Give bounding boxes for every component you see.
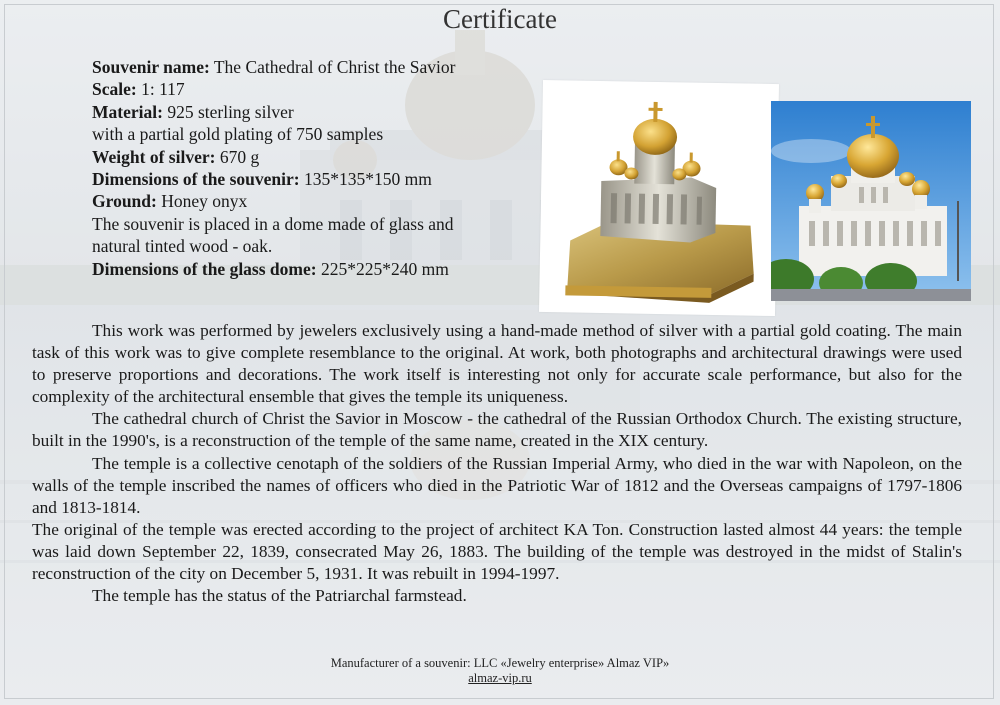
footer-website-link[interactable]: almaz-vip.ru	[468, 671, 532, 685]
spec-glass-dome: Dimensions of the glass dome: 225*225*240 mm	[92, 258, 449, 279]
spec-scale: Scale: 1: 117	[92, 79, 185, 100]
footer	[0, 656, 1000, 686]
cathedral-photo	[771, 101, 971, 301]
souvenir-model-image	[539, 80, 779, 316]
spec-souvenir-name: Souvenir name: The Cathedral of Christ the Savior	[92, 57, 456, 77]
certificate-body	[32, 320, 962, 607]
footer-manufacturer: Manufacturer of a souvenir: LLC «Jewelry enterprise» Almaz VIP»	[330, 656, 670, 670]
spec-material: Material: 925 sterling silver	[92, 101, 294, 122]
spec-material-line2: with a partial gold plating of 750 samples	[92, 124, 384, 145]
spec-ground: Ground: Honey onyx	[92, 191, 248, 212]
body-paragraph-1: This work was performed by jewelers exclusively using a hand-made method of silver with a partial gold coating. The main task of this work was to give complete resemblance to the original. At work, both photographs and architectural drawings were used to preserve proportions and decorations. The work itself is interesting not only for accurate scale performance, but also for the complexity of the architectural ensemble that gives the temple its uniqueness.	[32, 321, 962, 407]
spec-dome-line2: natural tinted wood - oak.	[92, 236, 273, 257]
body-paragraph-4: The original of the temple was erected according to the project of architect KA Ton. Construction lasted almost 44 years: the temple was laid down September 22, 1839, consecrated May 26, 1883. The building of the temple was destroyed in the midst of Stalin's reconstruction of the city on December 5, 1931. It was rebuilt in 1994-1997.	[32, 519, 962, 584]
body-paragraph-3: The temple is a collective cenotaph of the soldiers of the Russian Imperial Army, who died in the war with Napoleon, on the walls of the temple inscribed the names of officers who died in the Patriotic War of 1812 and the Overseas campaigns of 1797-1806 and 1813-1814.	[32, 453, 962, 517]
spec-weight: Weight of silver: 670 g	[92, 146, 260, 167]
page-title: Certificate	[443, 4, 557, 34]
souvenir-photo	[539, 80, 779, 316]
body-paragraph-2: The cathedral church of Christ the Savior in Moscow - the cathedral of the Russian Orthodox Church. The existing structure, built in the 1990's, is a reconstruction of the temple of the same name, created in the XIX century.	[32, 409, 962, 451]
cathedral-image	[771, 101, 971, 301]
souvenir-specs	[92, 56, 532, 280]
body-paragraph-5: The temple has the status of the Patriarchal farmstead.	[92, 586, 467, 606]
spec-dome-line1: The souvenir is placed in a dome made of glass and	[92, 213, 454, 234]
spec-dimensions: Dimensions of the souvenir: 135*135*150 mm	[92, 169, 432, 190]
